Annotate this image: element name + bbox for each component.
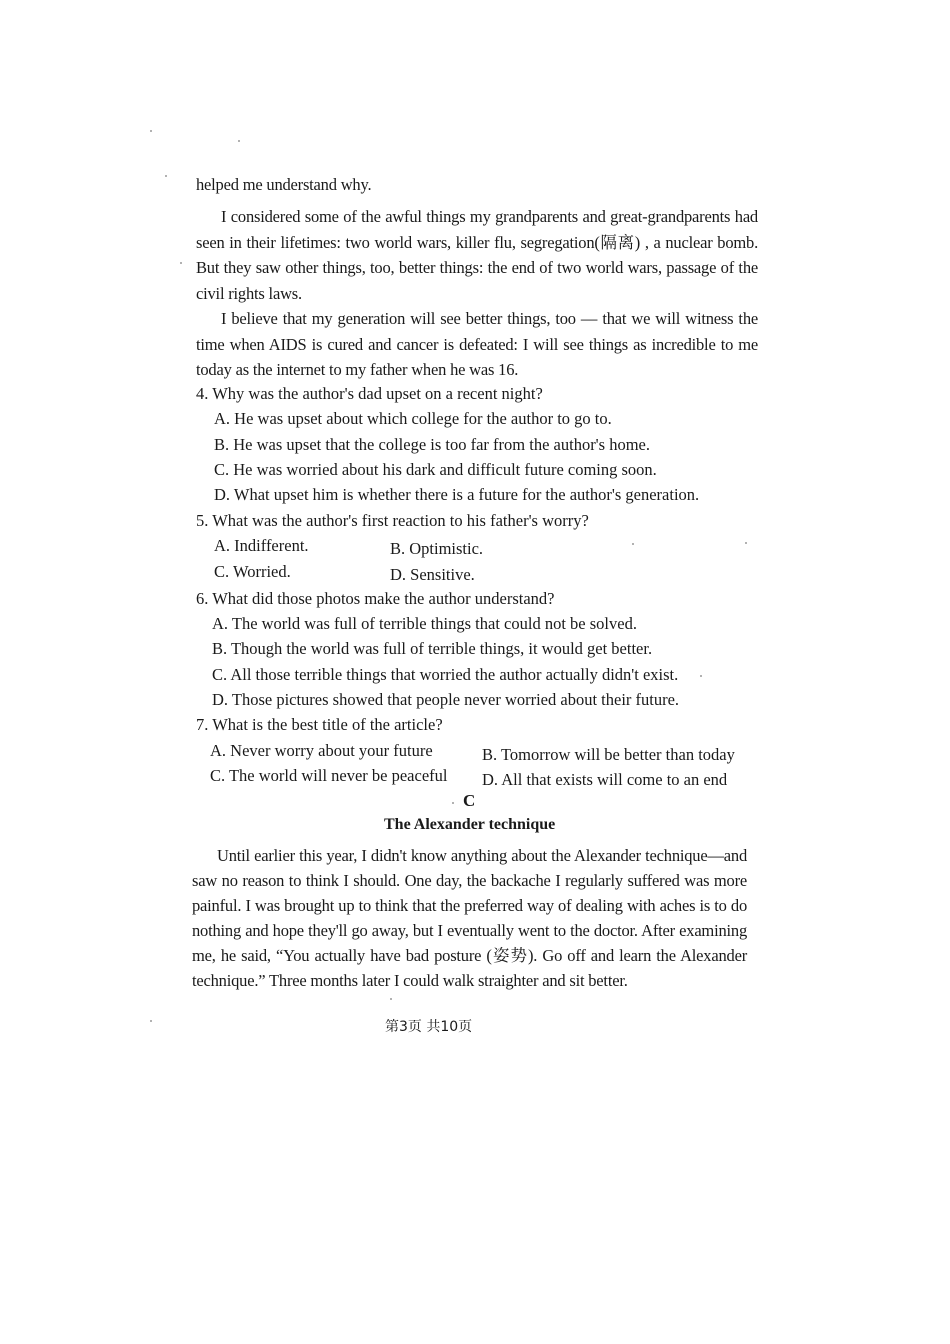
section-letter: C	[463, 791, 476, 810]
question-stem: 4. Why was the author's dad upset on a recent night?	[196, 384, 543, 403]
page-number: 第3页 共10页	[385, 1019, 473, 1035]
passage-paragraph: Until earlier this year, I didn't know anything about the Alexander technique—and saw no reason to think I should. One day, the backache I regularly suffered was more painful. I was brought up to think that the preferred way of dealing with aches is to do nothing and hope they'll go away, but I eventually went to the doctor. After examining me, he said, “You actually have bad posture (姿势). Go off and learn the Alexander technique.” Three months later I could walk straighter and sit better.	[192, 846, 747, 990]
question-option: A. The world was full of terrible things that could not be solved.	[212, 614, 637, 633]
scan-speck	[452, 802, 454, 804]
passage-paragraph: I considered some of the awful things my grandparents and great-grandparents had seen in their lifetimes: two world wars, killer flu, segregation(隔离) , a nuclear bomb. But they saw other things, too, better things: the end of two world wars, passage of the civil rights laws.	[196, 207, 758, 303]
question-option: C. He was worried about his dark and difficult future coming soon.	[214, 460, 657, 479]
question-option: B. Though the world was full of terrible things, it would get better.	[212, 639, 653, 658]
question-option: C. Worried.	[214, 562, 291, 581]
scan-speck	[632, 543, 634, 545]
scan-speck	[745, 542, 747, 544]
question-option: C. All those terrible things that worried the author actually didn't exist.	[212, 665, 679, 684]
question-stem: 7. What is the best title of the article?	[196, 715, 443, 734]
question-option: B. Tomorrow will be better than today	[482, 745, 735, 764]
scan-speck	[150, 1020, 152, 1022]
question-option: B. He was upset that the college is too far from the author's home.	[214, 435, 650, 454]
scan-speck	[390, 998, 392, 1000]
question-option: A. Indifferent.	[214, 536, 309, 555]
scan-speck	[238, 140, 240, 142]
passage-title: The Alexander technique	[384, 816, 556, 833]
question-option: D. What upset him is whether there is a future for the author's generation.	[214, 485, 700, 504]
question-stem: 6. What did those photos make the author understand?	[196, 589, 555, 608]
scan-speck	[165, 175, 167, 177]
passage-line-fragment: helped me understand why.	[196, 175, 372, 194]
question-option: A. He was upset about which college for the author to go to.	[214, 409, 612, 428]
scan-speck	[150, 130, 152, 132]
question-option: B. Optimistic.	[390, 539, 484, 558]
question-option: D. All that exists will come to an end	[482, 770, 728, 789]
question-stem: 5. What was the author's first reaction to his father's worry?	[196, 511, 589, 530]
question-option: D. Sensitive.	[390, 565, 475, 584]
question-option: D. Those pictures showed that people never worried about their future.	[212, 690, 680, 709]
question-option: A. Never worry about your future	[210, 741, 433, 760]
passage-paragraph: I believe that my generation will see better things, too — that we will witness the time when AIDS is cured and cancer is defeated: I will see things as incredible to me today as the internet to my father when he was 16.	[196, 309, 758, 379]
scan-speck	[700, 675, 702, 677]
question-option: C. The world will never be peaceful	[210, 766, 448, 785]
scan-speck	[180, 262, 182, 264]
